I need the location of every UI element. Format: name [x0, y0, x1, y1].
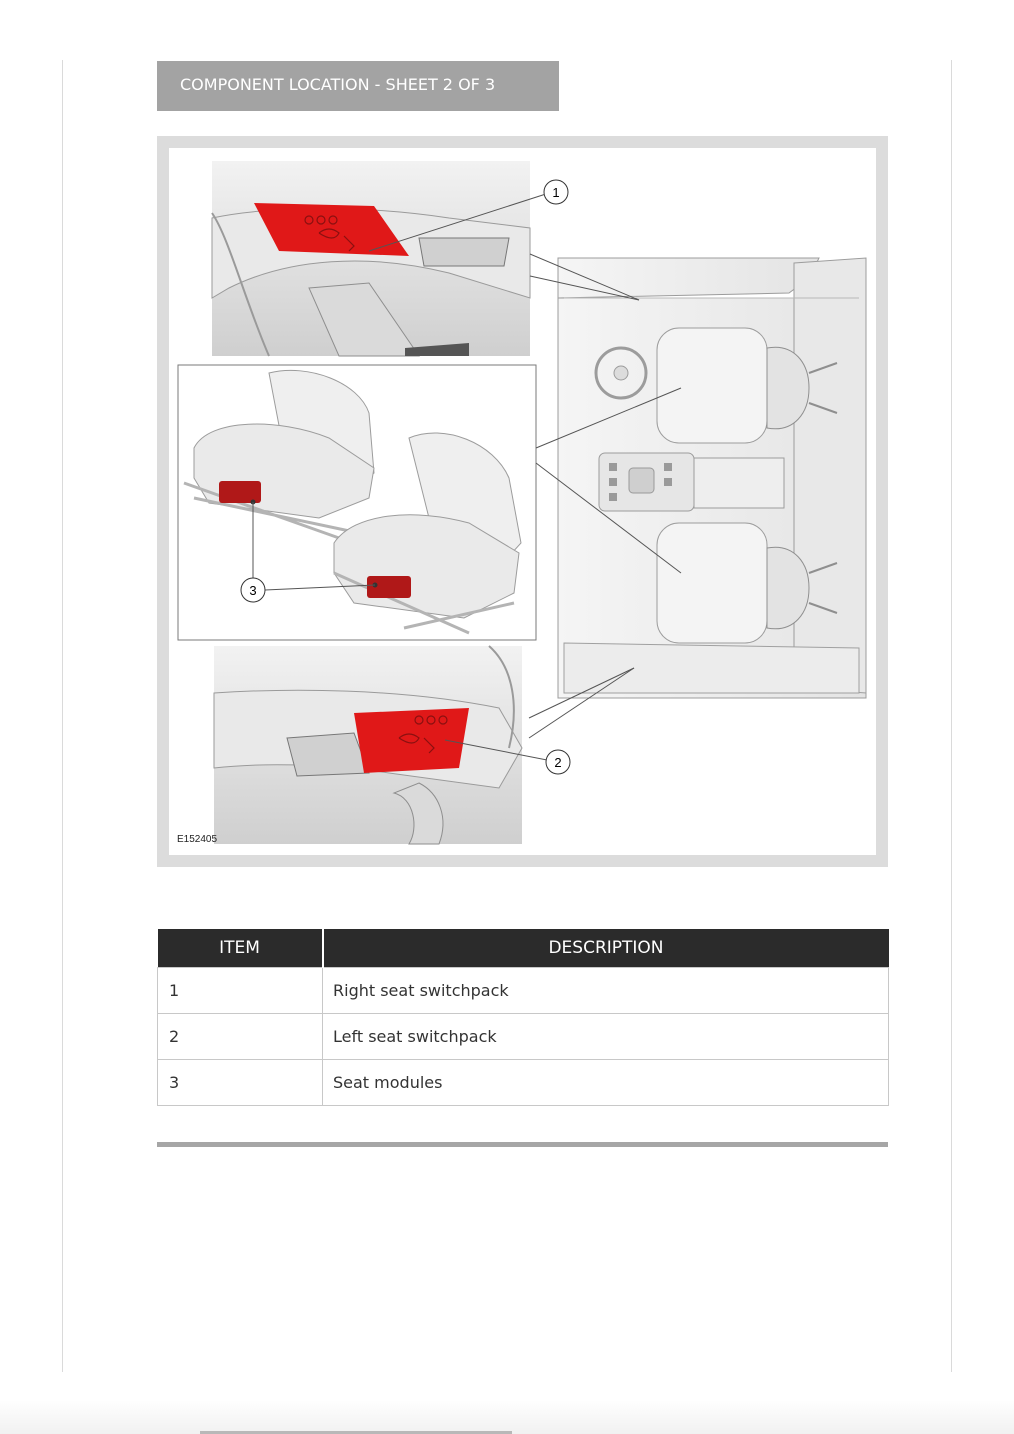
svg-text:2: 2 [554, 755, 562, 770]
section-title: COMPONENT LOCATION - SHEET 2 OF 3 [157, 61, 559, 111]
seat-modules-view [178, 365, 536, 640]
callout-1 [544, 180, 568, 204]
seat-module-a [219, 481, 261, 503]
page-margin-line-right [951, 60, 952, 1372]
table-row [158, 1014, 889, 1060]
figure-id: E152405 [177, 834, 218, 845]
page-margin-line-left [62, 60, 63, 1372]
parts-table [157, 929, 889, 1106]
component-location-figure [157, 136, 888, 867]
item-description: Seat modules [323, 1060, 889, 1106]
table-header-row [158, 929, 889, 968]
left-door-panel-view [214, 646, 522, 844]
item-number: 2 [158, 1014, 323, 1060]
item-description: Left seat switchpack [323, 1014, 889, 1060]
right-door-panel-view [212, 161, 530, 356]
vehicle-top-view [558, 258, 866, 698]
page-bottom-edge [0, 1400, 1014, 1434]
callout-2 [546, 750, 570, 774]
footer-divider [157, 1142, 888, 1147]
table-row [158, 968, 889, 1014]
svg-text:1: 1 [552, 185, 560, 200]
item-number: 1 [158, 968, 323, 1014]
column-header-item: ITEM [158, 929, 323, 968]
column-header-description: DESCRIPTION [323, 929, 889, 968]
callout-3 [241, 578, 265, 602]
illustration [169, 148, 876, 855]
table-row [158, 1060, 889, 1106]
item-description: Right seat switchpack [323, 968, 889, 1014]
figure-canvas [169, 148, 876, 855]
item-number: 3 [158, 1060, 323, 1106]
left-seat-switchpack-highlight [354, 708, 469, 773]
svg-text:3: 3 [249, 583, 257, 598]
